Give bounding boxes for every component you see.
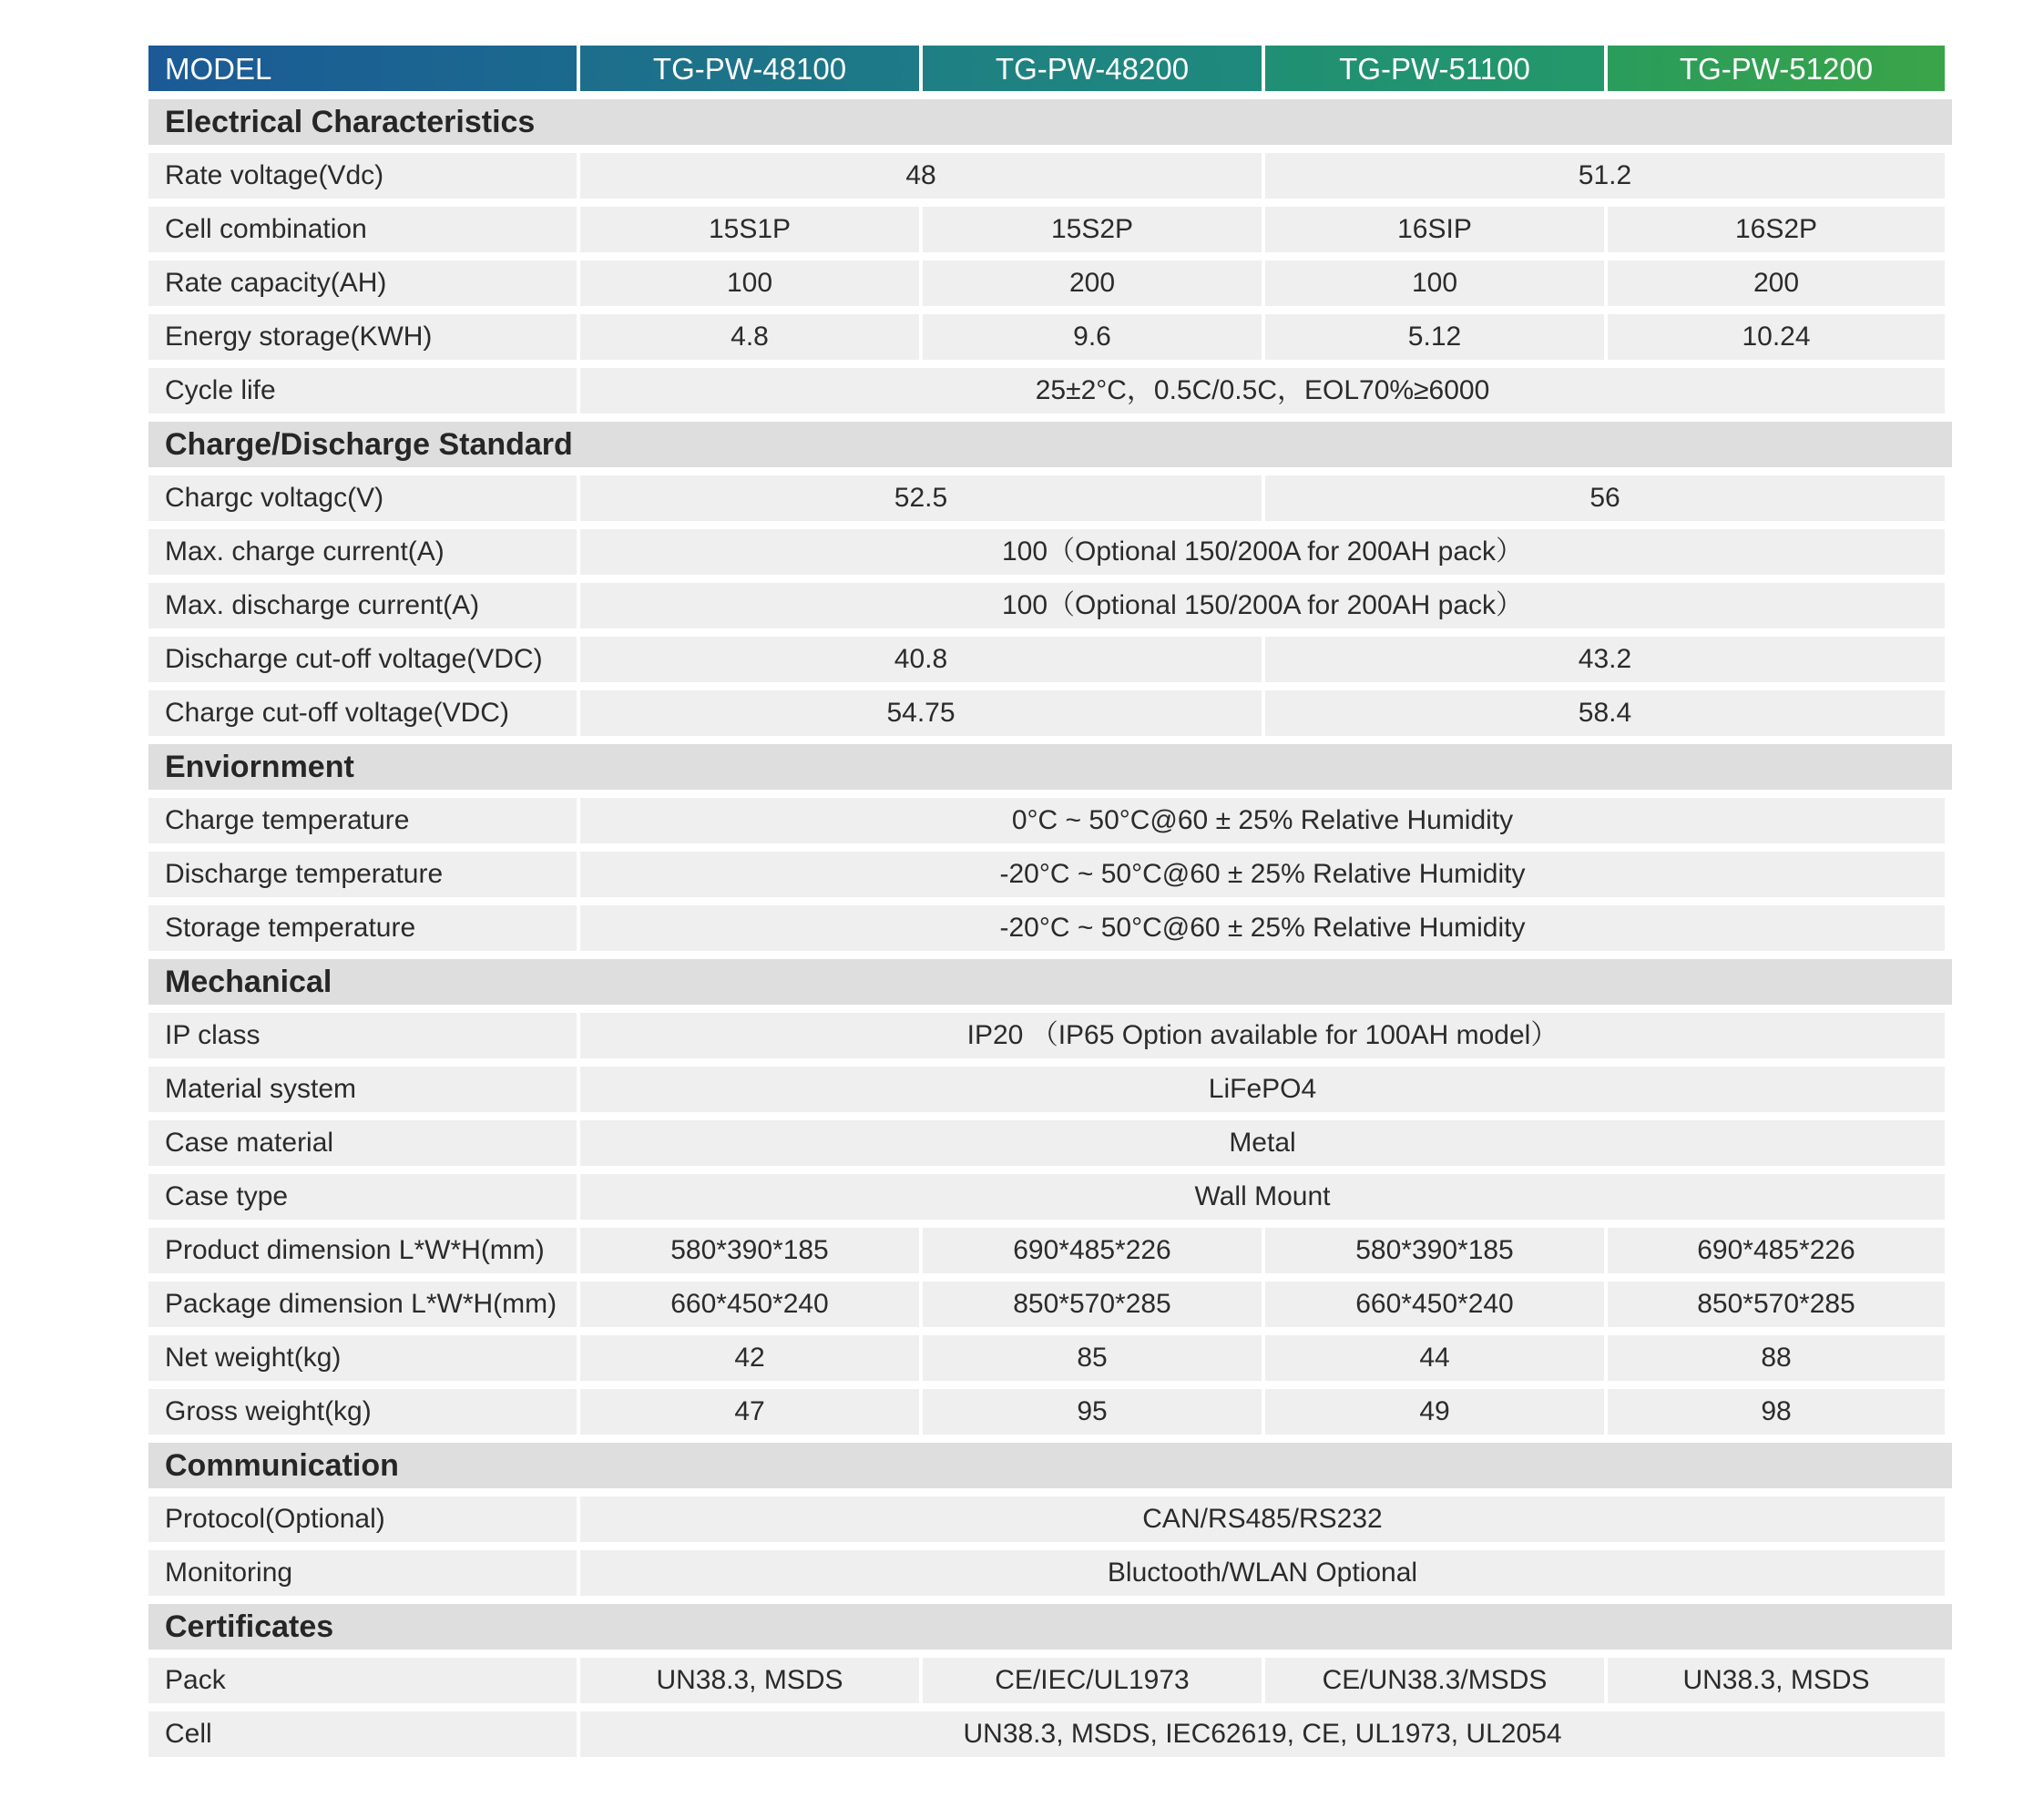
cell-value: UN38.3, MSDS bbox=[1608, 1658, 1945, 1703]
row-label: Chargc voltagc(V) bbox=[148, 475, 577, 521]
cell-value: 660*450*240 bbox=[1265, 1282, 1604, 1327]
row-charge-voltage bbox=[148, 475, 1952, 521]
cell-value: 44 bbox=[1265, 1335, 1604, 1381]
model-tg-pw-48200: TG-PW-48200 bbox=[923, 46, 1262, 91]
row-label: Case material bbox=[148, 1120, 577, 1166]
cell-value: 95 bbox=[923, 1389, 1262, 1435]
cell-value: 51.2 bbox=[1265, 153, 1945, 199]
row-label: Max. charge current(A) bbox=[148, 529, 577, 575]
section-environment: Enviornment bbox=[148, 744, 1952, 790]
row-cell-combination bbox=[148, 207, 1952, 252]
cell-value: 100 bbox=[580, 260, 919, 306]
row-label: Storage temperature bbox=[148, 905, 577, 951]
row-label: Product dimension L*W*H(mm) bbox=[148, 1228, 577, 1273]
row-label: Package dimension L*W*H(mm) bbox=[148, 1282, 577, 1327]
cell-value: 690*485*226 bbox=[923, 1228, 1262, 1273]
row-label: Material system bbox=[148, 1067, 577, 1112]
cell-value: 200 bbox=[1608, 260, 1945, 306]
cell-value: 580*390*185 bbox=[580, 1228, 919, 1273]
cell-value: 100 bbox=[1265, 260, 1604, 306]
model-header-row bbox=[148, 46, 1952, 91]
cell-value: 88 bbox=[1608, 1335, 1945, 1381]
cell-value: 15S1P bbox=[580, 207, 919, 252]
cell-value: 10.24 bbox=[1608, 314, 1945, 360]
cell-value: UN38.3, MSDS, IEC62619, CE, UL1973, UL2054 bbox=[580, 1711, 1945, 1757]
row-cycle-life bbox=[148, 368, 1952, 414]
cell-value: 48 bbox=[580, 153, 1262, 199]
cell-value: 56 bbox=[1265, 475, 1945, 521]
row-cell-certificates bbox=[148, 1711, 1952, 1757]
cell-value: 40.8 bbox=[580, 637, 1262, 682]
row-material-system bbox=[148, 1067, 1952, 1112]
row-label: Protocol(Optional) bbox=[148, 1496, 577, 1542]
row-discharge-temperature bbox=[148, 852, 1952, 897]
row-label: Energy storage(KWH) bbox=[148, 314, 577, 360]
row-monitoring bbox=[148, 1550, 1952, 1596]
row-label: Pack bbox=[148, 1658, 577, 1703]
row-storage-temperature bbox=[148, 905, 1952, 951]
cell-value: Metal bbox=[580, 1120, 1945, 1166]
cell-value: 49 bbox=[1265, 1389, 1604, 1435]
cell-value: 52.5 bbox=[580, 475, 1262, 521]
cell-value: UN38.3, MSDS bbox=[580, 1658, 919, 1703]
row-pack-certificates bbox=[148, 1658, 1952, 1703]
cell-value: 690*485*226 bbox=[1608, 1228, 1945, 1273]
row-package-dimension bbox=[148, 1282, 1952, 1327]
section-electrical: Electrical Characteristics bbox=[148, 99, 1952, 145]
row-label: Charge cut-off voltage(VDC) bbox=[148, 690, 577, 736]
cell-value: 200 bbox=[923, 260, 1262, 306]
row-discharge-cutoff bbox=[148, 637, 1952, 682]
cell-value: 15S2P bbox=[923, 207, 1262, 252]
model-label: MODEL bbox=[148, 46, 577, 91]
row-label: Gross weight(kg) bbox=[148, 1389, 577, 1435]
cell-value: 4.8 bbox=[580, 314, 919, 360]
row-label: Rate capacity(AH) bbox=[148, 260, 577, 306]
cell-value: LiFePO4 bbox=[580, 1067, 1945, 1112]
model-tg-pw-48100: TG-PW-48100 bbox=[580, 46, 919, 91]
cell-value: 25±2°C，0.5C/0.5C，EOL70%≥6000 bbox=[580, 368, 1945, 414]
row-label: Cell bbox=[148, 1711, 577, 1757]
cell-value: 100（Optional 150/200A for 200AH pack） bbox=[580, 529, 1945, 575]
row-product-dimension bbox=[148, 1228, 1952, 1273]
section-mechanical: Mechanical bbox=[148, 959, 1952, 1005]
section-communication: Communication bbox=[148, 1443, 1952, 1488]
cell-value: 0°C ~ 50°C@60 ± 25% Relative Humidity bbox=[580, 798, 1945, 843]
row-rate-capacity bbox=[148, 260, 1952, 306]
row-label: Charge temperature bbox=[148, 798, 577, 843]
cell-value: 54.75 bbox=[580, 690, 1262, 736]
cell-value: 5.12 bbox=[1265, 314, 1604, 360]
row-label: Cycle life bbox=[148, 368, 577, 414]
cell-value: 42 bbox=[580, 1335, 919, 1381]
row-energy-storage bbox=[148, 314, 1952, 360]
cell-value: 16SIP bbox=[1265, 207, 1604, 252]
row-max-charge-current bbox=[148, 529, 1952, 575]
row-label: Monitoring bbox=[148, 1550, 577, 1596]
section-certificates: Certificates bbox=[148, 1604, 1952, 1650]
row-max-discharge-current bbox=[148, 583, 1952, 628]
cell-value: 660*450*240 bbox=[580, 1282, 919, 1327]
cell-value: 100（Optional 150/200A for 200AH pack） bbox=[580, 583, 1945, 628]
cell-value: 16S2P bbox=[1608, 207, 1945, 252]
row-protocol bbox=[148, 1496, 1952, 1542]
cell-value: CAN/RS485/RS232 bbox=[580, 1496, 1945, 1542]
cell-value: 98 bbox=[1608, 1389, 1945, 1435]
row-charge-temperature bbox=[148, 798, 1952, 843]
cell-value: 43.2 bbox=[1265, 637, 1945, 682]
row-label: Discharge temperature bbox=[148, 852, 577, 897]
cell-value: 47 bbox=[580, 1389, 919, 1435]
cell-value: 580*390*185 bbox=[1265, 1228, 1604, 1273]
cell-value: 58.4 bbox=[1265, 690, 1945, 736]
row-label: Rate voltage(Vdc) bbox=[148, 153, 577, 199]
row-case-type bbox=[148, 1174, 1952, 1220]
row-rate-voltage bbox=[148, 153, 1952, 199]
cell-value: Wall Mount bbox=[580, 1174, 1945, 1220]
cell-value: 85 bbox=[923, 1335, 1262, 1381]
row-ip-class bbox=[148, 1013, 1952, 1058]
row-case-material bbox=[148, 1120, 1952, 1166]
cell-value: -20°C ~ 50°C@60 ± 25% Relative Humidity bbox=[580, 905, 1945, 951]
row-gross-weight bbox=[148, 1389, 1952, 1435]
cell-value: 850*570*285 bbox=[923, 1282, 1262, 1327]
row-label: Max. discharge current(A) bbox=[148, 583, 577, 628]
cell-value: 850*570*285 bbox=[1608, 1282, 1945, 1327]
row-label: Discharge cut-off voltage(VDC) bbox=[148, 637, 577, 682]
cell-value: CE/IEC/UL1973 bbox=[923, 1658, 1262, 1703]
cell-value: IP20 （IP65 Option available for 100AH model） bbox=[580, 1013, 1945, 1058]
row-net-weight bbox=[148, 1335, 1952, 1381]
model-tg-pw-51100: TG-PW-51100 bbox=[1265, 46, 1604, 91]
cell-value: -20°C ~ 50°C@60 ± 25% Relative Humidity bbox=[580, 852, 1945, 897]
model-tg-pw-51200: TG-PW-51200 bbox=[1608, 46, 1945, 91]
row-label: Net weight(kg) bbox=[148, 1335, 577, 1381]
row-label: IP class bbox=[148, 1013, 577, 1058]
row-charge-cutoff bbox=[148, 690, 1952, 736]
spec-table bbox=[148, 46, 1952, 1765]
cell-value: CE/UN38.3/MSDS bbox=[1265, 1658, 1604, 1703]
section-charge-discharge: Charge/Discharge Standard bbox=[148, 422, 1952, 467]
cell-value: Bluctooth/WLAN Optional bbox=[580, 1550, 1945, 1596]
row-label: Case type bbox=[148, 1174, 577, 1220]
row-label: Cell combination bbox=[148, 207, 577, 252]
cell-value: 9.6 bbox=[923, 314, 1262, 360]
